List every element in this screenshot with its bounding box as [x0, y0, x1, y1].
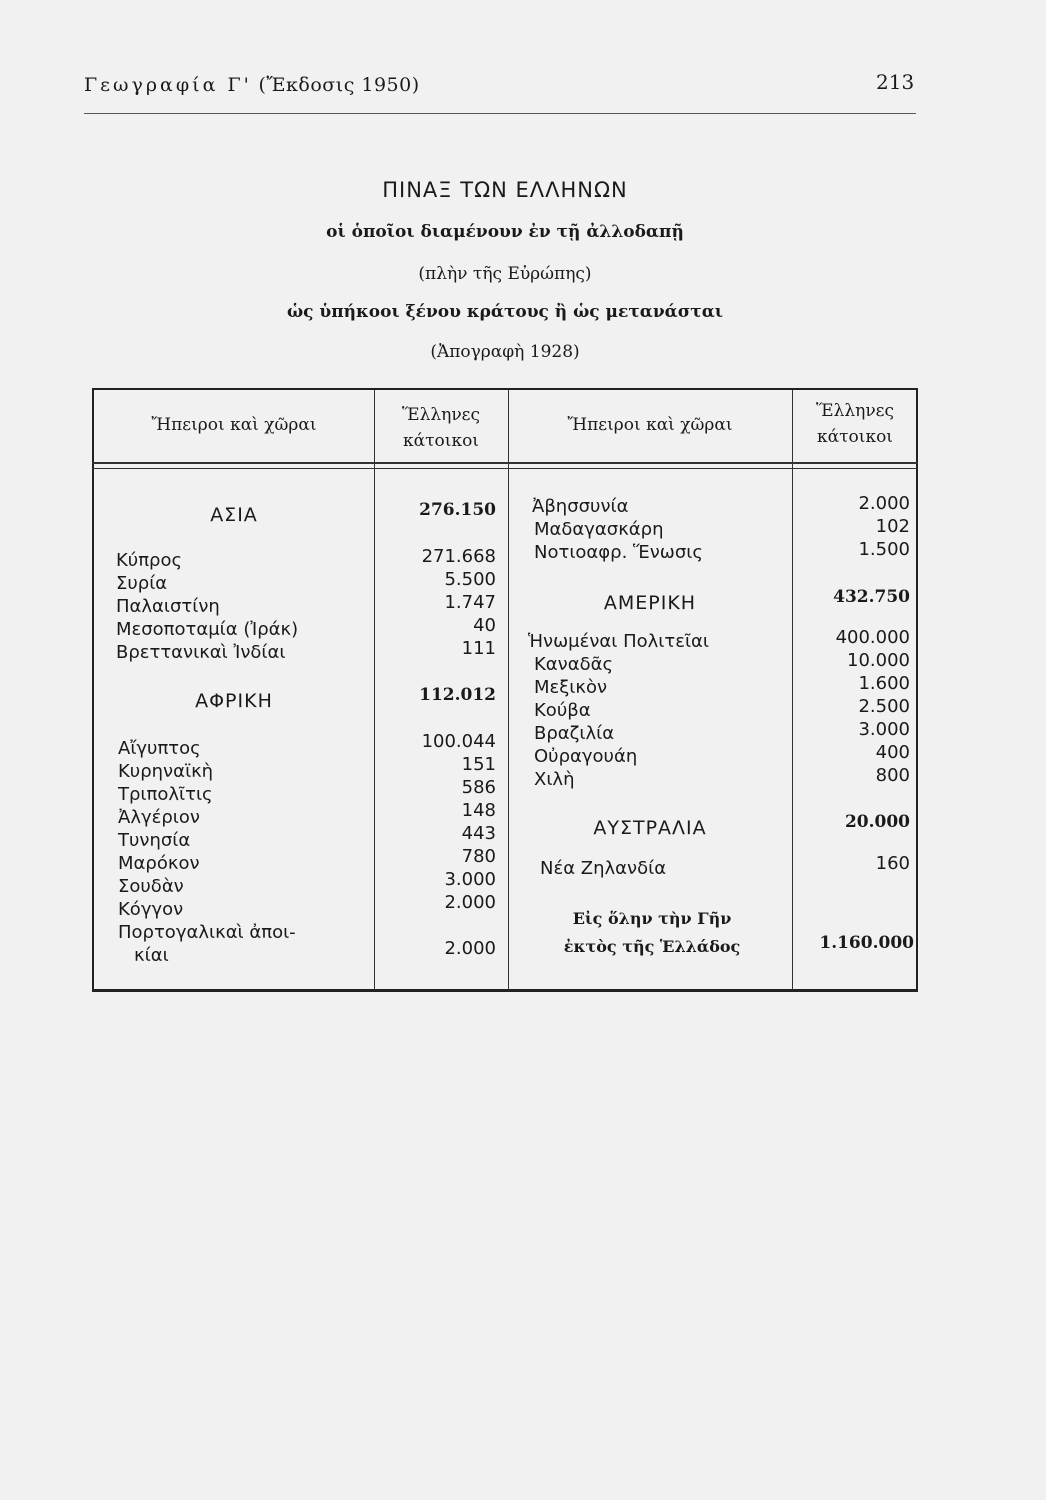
header-greeks-right-2: κάτοικοι — [817, 427, 893, 447]
title-subline-1: οἱ ὁποῖοι διαμένουν ἐν τῇ ἀλλοδαπῇ — [326, 222, 684, 242]
row-label: Μεξικὸν — [534, 677, 608, 698]
section-america: ΑΜΕΡΙΚΗ — [603, 592, 697, 614]
row-label: Παλαιστίνη — [116, 596, 220, 617]
row-value: 2.000 — [444, 892, 496, 913]
row-value: 2.000 — [858, 493, 910, 514]
page-number: 213 — [876, 70, 915, 94]
australia-total: 20.000 — [844, 812, 910, 832]
row-value: 586 — [461, 777, 496, 798]
header-regions-right: Ἤπειροι καὶ χῶραι — [567, 415, 733, 435]
grand-total-value: 1.160.000 — [819, 933, 914, 953]
row-value: 800 — [875, 765, 910, 786]
row-value: 160 — [875, 853, 910, 874]
row-value: 100.044 — [421, 731, 496, 752]
row-value: 400.000 — [835, 627, 910, 648]
section-asia: ΑΣΙΑ — [210, 504, 258, 526]
header-regions-left: Ἤπειροι καὶ χῶραι — [151, 415, 317, 435]
row-value: 1.747 — [444, 592, 496, 613]
row-value: 5.500 — [444, 569, 496, 590]
row-value: 1.500 — [858, 539, 910, 560]
row-label: κίαι — [134, 945, 169, 966]
header-rule — [84, 113, 916, 114]
row-label: Μεσοποταμία (Ἰράκ) — [116, 619, 299, 640]
row-label: Κύπρος — [116, 550, 183, 571]
africa-total: 112.012 — [419, 685, 496, 705]
row-value: 111 — [461, 638, 496, 659]
row-value: 148 — [461, 800, 496, 821]
row-label: Χιλὴ — [534, 769, 575, 790]
row-label: Καναδᾶς — [534, 654, 614, 675]
row-label: Αἴγυπτος — [118, 738, 201, 759]
row-label: Συρία — [116, 573, 168, 594]
row-value: 10.000 — [847, 650, 910, 671]
header-rule-bottom — [92, 462, 918, 464]
row-label: Οὐραγουάη — [534, 746, 638, 767]
row-label: Μαρόκον — [118, 853, 200, 874]
running-header — [84, 74, 420, 96]
header-greeks-left-2: κάτοικοι — [403, 431, 479, 451]
row-label: Κούβα — [534, 700, 591, 721]
row-value: 400 — [875, 742, 910, 763]
row-label: Βρεττανικαὶ Ἰνδίαι — [116, 642, 286, 663]
row-label: Ἀλγέριον — [118, 807, 200, 828]
row-value: 443 — [461, 823, 496, 844]
america-total: 432.750 — [833, 587, 910, 607]
header-greeks-right-1: Ἕλληνες — [816, 401, 894, 421]
title-subline-2: (πλὴν τῆς Εὐρώπης) — [418, 264, 592, 284]
section-africa: ΑΦΡΙΚΗ — [195, 690, 273, 712]
row-value: 780 — [461, 846, 496, 867]
row-value: 151 — [461, 754, 496, 775]
row-label: Πορτογαλικαὶ ἀποι- — [118, 922, 296, 943]
section-australia: ΑΥΣΤΡΑΛΙΑ — [593, 817, 707, 839]
asia-total: 276.150 — [419, 500, 496, 520]
row-label: Σουδὰν — [118, 876, 184, 897]
column-divider-1 — [374, 390, 375, 990]
row-value: 102 — [875, 516, 910, 537]
row-value: 2.500 — [858, 696, 910, 717]
row-label: Μαδαγασκάρη — [534, 519, 664, 540]
edition-label: (Ἔκδοσις 1950) — [258, 74, 420, 96]
row-label: Νοτιοαφρ. Ἕνωσις — [534, 542, 703, 563]
title-subline-3: ὡς ὑπήκοοι ξένου κράτους ἢ ὡς μετανάσται — [286, 302, 724, 322]
row-label: Ἡνωμέναι Πολιτεῖαι — [528, 631, 709, 652]
row-label: Κόγγον — [118, 899, 184, 920]
column-divider-3 — [792, 390, 793, 990]
row-value: 1.600 — [858, 673, 910, 694]
table-title: ΠΙΝΑΞ ΤΩΝ ΕΛΛΗΝΩΝ — [382, 178, 628, 202]
grand-total-label-1: Εἰς ὅλην τὴν Γῆν — [572, 909, 732, 928]
row-value: 3.000 — [858, 719, 910, 740]
row-label: Κυρηναϊκὴ — [118, 761, 214, 782]
column-divider-2 — [508, 390, 509, 990]
row-value: 3.000 — [444, 869, 496, 890]
row-value: 40 — [473, 615, 496, 636]
row-label: Τυνησία — [118, 830, 191, 851]
row-value: 2.000 — [444, 938, 496, 959]
row-label: Ἀβησσυνία — [532, 496, 629, 517]
running-title: Γεωγραφία Γ' — [84, 74, 252, 96]
header-rule-bottom-2 — [92, 468, 918, 469]
title-subline-4: (Ἀπογραφὴ 1928) — [430, 342, 580, 362]
row-value: 271.668 — [421, 546, 496, 567]
row-label: Βραζιλία — [534, 723, 615, 744]
header-greeks-left-1: Ἕλληνες — [402, 405, 480, 425]
row-label: Τριπολῖτις — [118, 784, 213, 805]
grand-total-label-2: ἐκτὸς τῆς Ἑλλάδος — [563, 937, 741, 956]
row-label: Νέα Ζηλανδία — [540, 858, 667, 879]
